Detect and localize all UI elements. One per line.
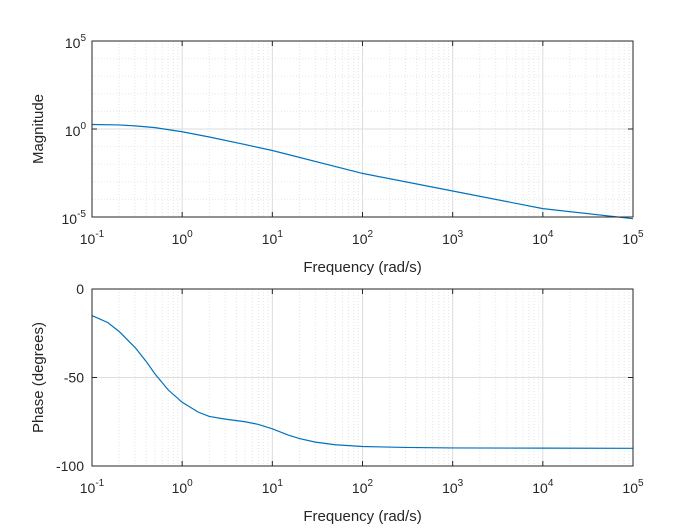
phase-x-tick-label: $10^4$ <box>532 478 554 496</box>
phase-x-axis-label: Frequency (rad/s) <box>303 508 422 525</box>
magnitude-y-axis-label: Magnitude <box>30 93 47 165</box>
magnitude-x-tick-label: $10^0$ <box>171 229 193 247</box>
phase-x-tick-label: $10^2$ <box>351 478 374 496</box>
magnitude-x-tick-label: $10^5$ <box>622 229 644 247</box>
phase-x-tick-label: $10^0$ <box>171 478 193 496</box>
phase-x-tick-label: $10^1$ <box>261 478 283 496</box>
phase-y-tick-label: -50 <box>63 369 84 386</box>
phase-y-tick-label: -100 <box>55 458 84 474</box>
phase-x-tick-label: $10^3$ <box>442 478 464 496</box>
phase-panel <box>30 281 644 525</box>
magnitude-panel <box>30 33 644 276</box>
magnitude-y-tick-label: $10^5$ <box>64 33 86 51</box>
magnitude-x-tick-label: $10^3$ <box>442 229 464 247</box>
phase-x-tick-label: $10^{-1}$ <box>79 478 105 496</box>
magnitude-x-axis-label: Frequency (rad/s) <box>303 259 422 276</box>
magnitude-y-tick-label: $10^0$ <box>64 121 86 139</box>
phase-x-tick-label: $10^5$ <box>622 478 644 496</box>
magnitude-x-tick-label: $10^4$ <box>532 229 554 247</box>
magnitude-x-tick-label: $10^2$ <box>351 229 374 247</box>
magnitude-x-tick-label: $10^{-1}$ <box>79 229 105 247</box>
magnitude-y-tick-label: $10^{-5}$ <box>61 209 86 227</box>
magnitude-x-tick-label: $10^1$ <box>261 229 283 247</box>
phase-y-tick-label: 0 <box>76 281 84 297</box>
phase-y-axis-label: Phase (degrees) <box>30 322 47 433</box>
